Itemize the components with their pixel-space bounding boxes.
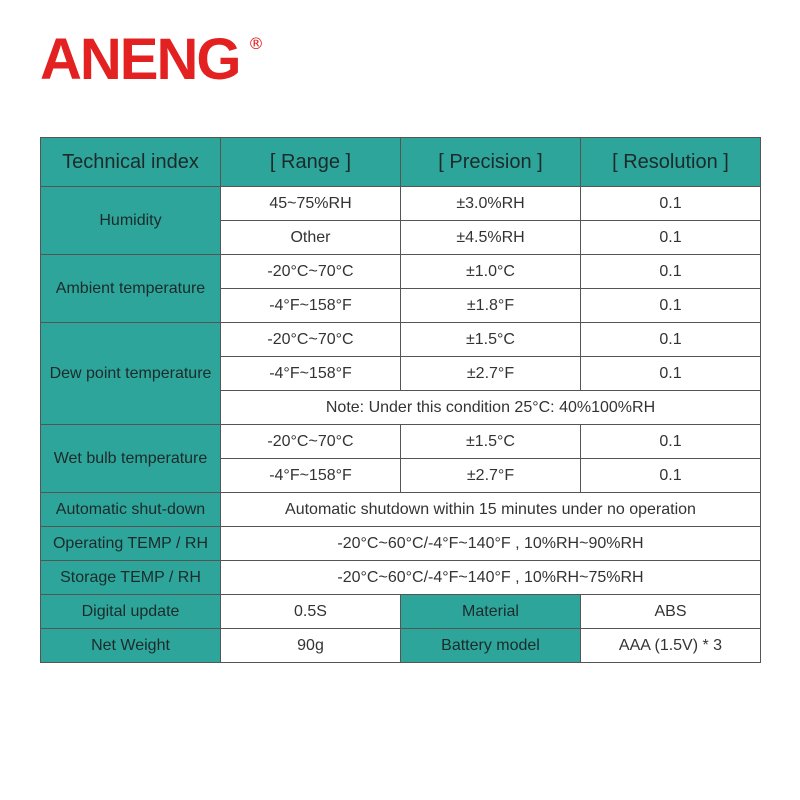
storage-label: Storage TEMP / RH xyxy=(41,561,221,595)
range-cell: -20°C~70°C xyxy=(221,425,401,459)
material-value: ABS xyxy=(581,595,761,629)
table-row xyxy=(41,561,761,595)
resolution-cell: 0.1 xyxy=(581,357,761,391)
table-row xyxy=(41,255,761,289)
table-row xyxy=(41,595,761,629)
battery-model-value: AAA (1.5V) * 3 xyxy=(581,629,761,663)
header-precision: [ Precision ] xyxy=(401,138,581,187)
storage-value: -20°C~60°C/-4°F~140°F , 10%RH~75%RH xyxy=(221,561,761,595)
operating-label: Operating TEMP / RH xyxy=(41,527,221,561)
precision-cell: ±2.7°F xyxy=(401,459,581,493)
digital-update-label: Digital update xyxy=(41,595,221,629)
brand-name: ANENG xyxy=(40,27,240,92)
table-row xyxy=(41,629,761,663)
precision-cell: ±2.7°F xyxy=(401,357,581,391)
dew-point-label: Dew point temperature xyxy=(41,323,221,425)
resolution-cell: 0.1 xyxy=(581,255,761,289)
precision-cell: ±1.8°F xyxy=(401,289,581,323)
precision-cell: ±4.5%RH xyxy=(401,221,581,255)
battery-model-label: Battery model xyxy=(401,629,581,663)
precision-cell: ±1.0°C xyxy=(401,255,581,289)
header-resolution: [ Resolution ] xyxy=(581,138,761,187)
operating-value: -20°C~60°C/-4°F~140°F , 10%RH~90%RH xyxy=(221,527,761,561)
resolution-cell: 0.1 xyxy=(581,459,761,493)
net-weight-value: 90g xyxy=(221,629,401,663)
table-row xyxy=(41,425,761,459)
header-technical-index: Technical index xyxy=(41,138,221,187)
spec-table xyxy=(40,137,761,663)
table-row xyxy=(41,493,761,527)
wet-bulb-label: Wet bulb temperature xyxy=(41,425,221,493)
table-row xyxy=(41,527,761,561)
resolution-cell: 0.1 xyxy=(581,425,761,459)
resolution-cell: 0.1 xyxy=(581,187,761,221)
auto-shutdown-label: Automatic shut-down xyxy=(41,493,221,527)
precision-cell: ±3.0%RH xyxy=(401,187,581,221)
range-cell: -4°F~158°F xyxy=(221,357,401,391)
ambient-label: Ambient temperature xyxy=(41,255,221,323)
range-cell: -4°F~158°F xyxy=(221,289,401,323)
header-row xyxy=(41,138,761,187)
net-weight-label: Net Weight xyxy=(41,629,221,663)
registered-mark: ® xyxy=(248,34,264,53)
range-cell: -20°C~70°C xyxy=(221,323,401,357)
header-range: [ Range ] xyxy=(221,138,401,187)
range-cell: -20°C~70°C xyxy=(221,255,401,289)
precision-cell: ±1.5°C xyxy=(401,323,581,357)
resolution-cell: 0.1 xyxy=(581,221,761,255)
resolution-cell: 0.1 xyxy=(581,323,761,357)
table-row xyxy=(41,323,761,357)
range-cell: 45~75%RH xyxy=(221,187,401,221)
resolution-cell: 0.1 xyxy=(581,289,761,323)
material-label: Material xyxy=(401,595,581,629)
range-cell: Other xyxy=(221,221,401,255)
digital-update-value: 0.5S xyxy=(221,595,401,629)
table-row xyxy=(41,187,761,221)
precision-cell: ±1.5°C xyxy=(401,425,581,459)
range-cell: -4°F~158°F xyxy=(221,459,401,493)
auto-shutdown-value: Automatic shutdown within 15 minutes under no operation xyxy=(221,493,761,527)
dew-point-note: Note: Under this condition 25°C: 40%100%RH xyxy=(221,391,761,425)
humidity-label: Humidity xyxy=(41,187,221,255)
